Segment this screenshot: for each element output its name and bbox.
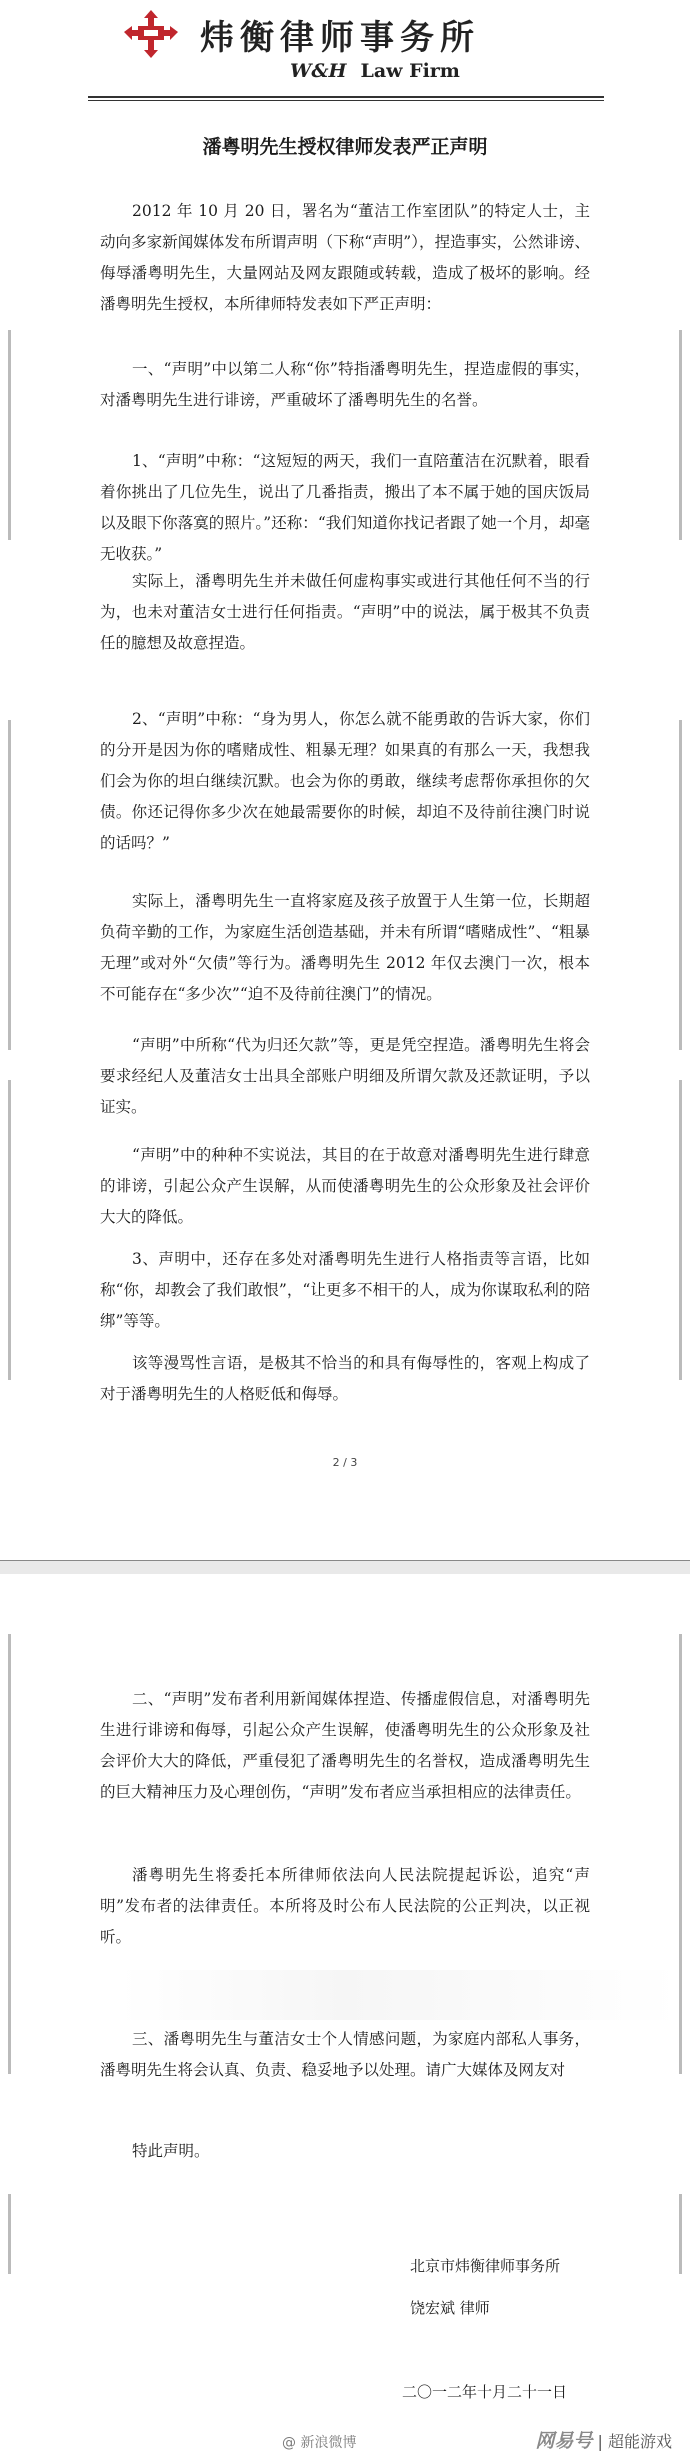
- paragraph-closing: 特此声明。: [132, 2142, 210, 2160]
- site-watermark-a: 网易号: [535, 2430, 593, 2452]
- paragraph-rebuttal-1: 实际上，潘粤明先生并未做任何虚构事实或进行其他任何不当的行为，也未对董洁女士进行任何指责。“声明”中的说法，属于极其不负责任的臆想及故意捏造。: [100, 572, 590, 652]
- paragraph-lawsuit: 潘粤明先生将委托本所律师依法向人民法院提起诉讼，追究“声明”发布者的法律责任。本所将及时公布人民法院的公正判决，以正视听。: [100, 1866, 590, 1946]
- scan-edge: [8, 330, 11, 540]
- firm-en-label: Law Firm: [360, 60, 460, 82]
- scan-edge: [8, 2194, 11, 2274]
- weibo-watermark: @ 新浪微博: [282, 2435, 357, 2451]
- site-watermark-sep: |: [597, 2432, 603, 2451]
- scan-edge: [8, 1634, 11, 2074]
- header-rule: [88, 96, 604, 98]
- scan-edge: [8, 720, 11, 1050]
- paragraph-rebuttal-2: 实际上，潘粤明先生一直将家庭及孩子放置于人生第一位，长期超负荷辛勤的工作，为家庭生活创造基础，并未有所谓“嗜赌成性”、“粗暴无理”或对外“欠债”等行为。潘粤明先生 2012 年仅去澳门一次，根本不可能存在“多少次”“迫不及待前往澳门”的情况。: [100, 892, 590, 1003]
- firm-abbr: W&H: [290, 60, 347, 82]
- paragraph-section-1: 一、“声明”中以第二人称“你”特指潘粤明先生，捏造虚假的事实，对潘粤明先生进行诽谤，严重破坏了潘粤明先生的名誉。: [100, 360, 590, 409]
- site-watermark-b: 超能游戏: [607, 2432, 672, 2451]
- site-watermark: [535, 2426, 672, 2453]
- paragraph-defamation: “声明”中的种种不实说法，其目的在于故意对潘粤明先生进行肆意的诽谤，引起公众产生误解，从而使潘粤明先生的公众形象及社会评价大大的降低。: [100, 1146, 590, 1226]
- paragraph-section-3: 三、潘粤明先生与董洁女士个人情感问题，为家庭内部私人事务，潘粤明先生将会认真、负责、稳妥地予以处理。请广大媒体及网友对: [100, 2030, 590, 2079]
- firm-name-cn: 炜衡律师事务所: [200, 18, 480, 58]
- page-number: 2 / 3: [332, 1456, 358, 1469]
- scan-edge: [679, 1080, 682, 1380]
- scan-edge: [8, 1080, 11, 1380]
- header-rule-thin: [88, 100, 604, 101]
- redaction-blur: [120, 1970, 680, 2020]
- signature-date: 二〇一二年十月二十一日: [402, 2383, 568, 2401]
- signature-firm: 北京市炜衡律师事务所: [410, 2257, 561, 2275]
- paragraph-claim-3: 3、声明中，还存在多处对潘粤明先生进行人格指责等言语，比如称“你，却教会了我们敢恨”，“让更多不相干的人，成为你谋取私利的陪绑”等等。: [100, 1250, 590, 1330]
- scan-edge: [679, 330, 682, 540]
- paragraph-insult: 该等漫骂性言语，是极其不恰当的和具有侮辱性的，客观上构成了对于潘粤明先生的人格贬低和侮辱。: [100, 1354, 590, 1403]
- paragraph-intro: 2012 年 10 月 20 日，署名为“董洁工作室团队”的特定人士，主动向多家新闻媒体发布所谓声明（下称“声明”），捏造事实，公然诽谤、侮辱潘粤明先生，大量网站及网友跟随或转载，造成了极坏的影响。经潘粤明先生授权，本所律师特发表如下严正声明：: [100, 202, 590, 313]
- paragraph-section-2: 二、“声明”发布者利用新闻媒体捏造、传播虚假信息，对潘粤明先生进行诽谤和侮辱，引起公众产生误解，使潘粤明先生的公众形象及社会评价大大的降低，严重侵犯了潘粤明先生的名誉权，造成潘粤明先生的巨大精神压力及心理创伤，“声明”发布者应当承担相应的法律责任。: [100, 1690, 590, 1801]
- paragraph-claim-1: 1、“声明”中称：“这短短的两天，我们一直陪董洁在沉默着，眼看着你挑出了几位先生，说出了几番指责，搬出了本不属于她的国庆饭局以及眼下你落寞的照片。”还称：“我们知道你找记者跟了她一个月，却毫无收获。”: [100, 452, 590, 563]
- scan-edge: [679, 720, 682, 1050]
- paragraph-claim-2: 2、“声明”中称：“身为男人，你怎么就不能勇敢的告诉大家，你们的分开是因为你的嗜赌成性、粗暴无理？如果真的有那么一天，我想我们会为你的坦白继续沉默。也会为你的勇敢，继续考虑帮你承担你的欠债。你还记得你多少次在她最需要你的时候，却迫不及待前往澳门时说的话吗？”: [100, 710, 590, 852]
- scan-edge: [679, 2194, 682, 2274]
- paragraph-debt-claim: “声明”中所称“代为归还欠款”等，更是凭空捏造。潘粤明先生将会要求经纪人及董洁女士出具全部账户明细及所谓欠款及还款证明，予以证实。: [100, 1036, 590, 1116]
- whlaw-logo-icon: [118, 6, 184, 62]
- firm-name-en: [290, 60, 460, 82]
- document-title: 潘粤明先生授权律师发表严正声明: [202, 136, 488, 158]
- signature-lawyer: 饶宏斌 律师: [410, 2299, 490, 2317]
